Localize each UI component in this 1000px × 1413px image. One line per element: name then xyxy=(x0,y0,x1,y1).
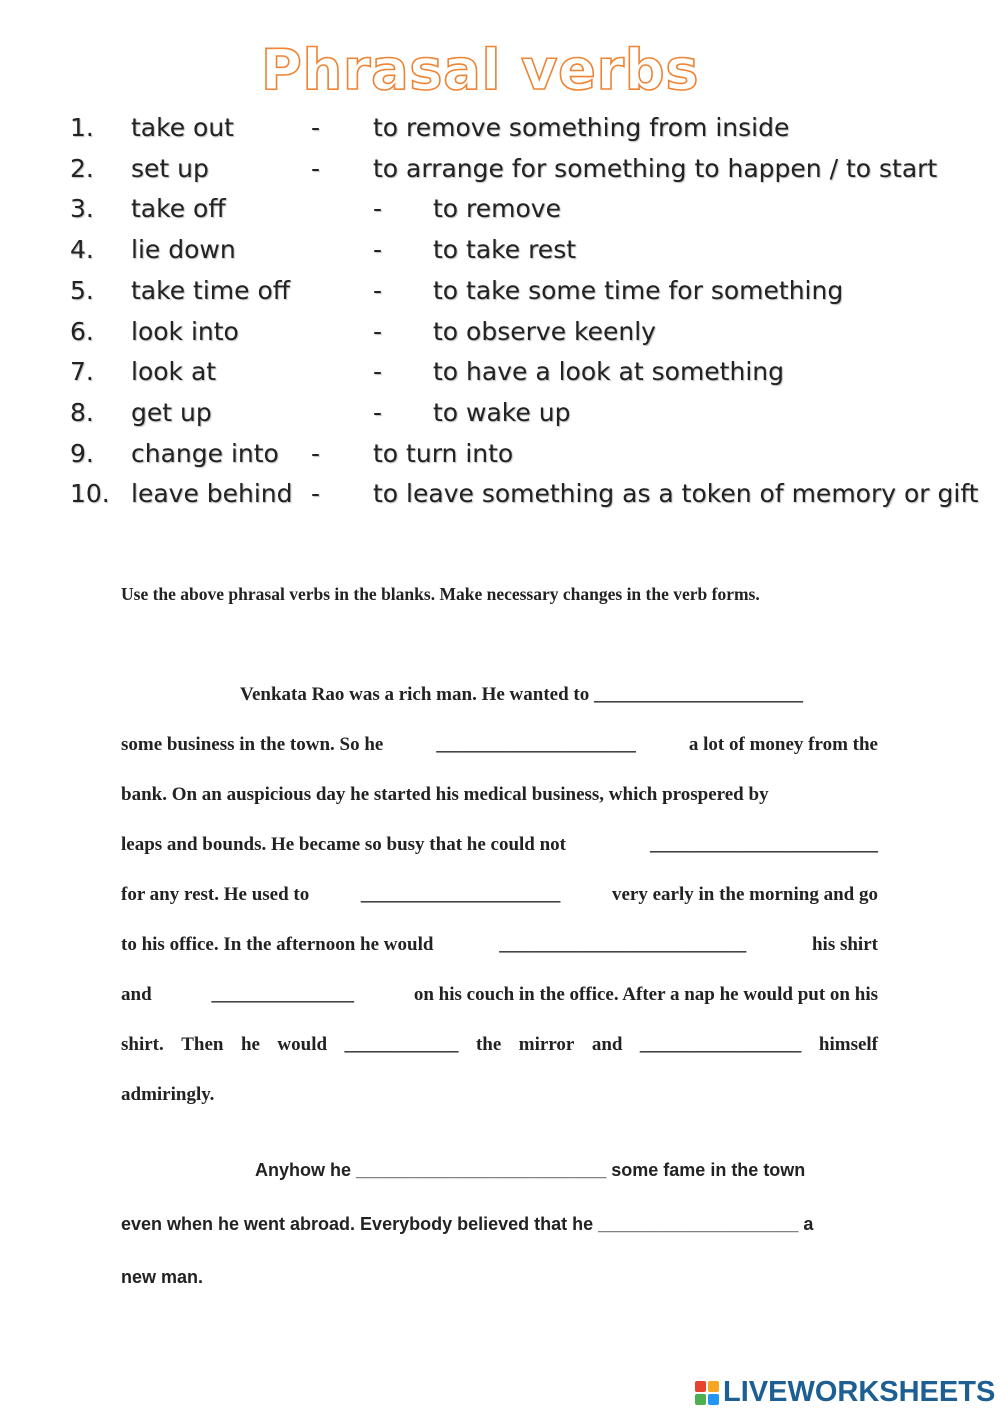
paragraph-line: Anyhow he _________________________ some fame in the town xyxy=(255,1160,806,1180)
verb-number: 5. xyxy=(70,275,94,305)
verb-number: 10. xyxy=(70,479,110,509)
verb-phrase: look into xyxy=(131,316,239,346)
answer-blank[interactable]: _________________ xyxy=(639,1034,802,1055)
verb-number: 1. xyxy=(70,113,94,142)
paragraph-line: leaps and bounds. He became so busy that he could not ________________________ xyxy=(121,834,878,855)
answer-blank[interactable]: _______________ xyxy=(211,984,354,1005)
paragraph-line: Venkata Rao was a rich man. He wanted to ______________________ xyxy=(240,684,803,705)
verb-row xyxy=(0,154,1000,194)
paragraph-line: even when he went abroad. Everybody believed that he ____________________ a xyxy=(121,1214,814,1234)
verb-phrase: get up xyxy=(131,397,212,427)
verb-dash: - xyxy=(373,397,383,427)
verb-number: 9. xyxy=(70,438,94,468)
answer-blank[interactable]: _____________________ xyxy=(436,734,636,755)
answer-blank[interactable]: ____________ xyxy=(344,1034,459,1055)
verb-row xyxy=(0,439,1000,479)
verb-number: 8. xyxy=(70,397,94,427)
answer-blank[interactable]: ________________________ xyxy=(650,834,878,855)
verb-row xyxy=(0,357,1000,397)
verb-dash: - xyxy=(373,316,383,346)
logo-square xyxy=(695,1394,706,1405)
logo-square xyxy=(695,1381,706,1392)
verb-dash: - xyxy=(311,479,321,509)
liveworksheets-logo xyxy=(695,1376,995,1409)
paragraph-line: bank. On an auspicious day he started his medical business, which prospered by xyxy=(121,784,769,805)
logo-text: LIVEWORKSHEETS xyxy=(723,1376,996,1408)
answer-blank[interactable]: _____________________ xyxy=(360,884,561,905)
verb-dash: - xyxy=(373,357,383,387)
verb-row xyxy=(0,235,1000,275)
verb-meaning: to have a look at something xyxy=(433,357,784,387)
paragraph-line: shirt. Then he would ____________ the mirror and _________________ himself xyxy=(121,1034,878,1055)
verb-dash: - xyxy=(373,235,383,265)
verb-meaning: to take rest xyxy=(433,235,577,265)
verb-dash: - xyxy=(373,275,383,305)
verb-row xyxy=(0,113,1000,153)
verb-phrase: look at xyxy=(131,357,217,387)
verb-dash: - xyxy=(311,438,321,468)
verb-row xyxy=(0,194,1000,234)
verb-phrase: take out xyxy=(131,113,234,142)
verb-meaning: to remove xyxy=(433,194,561,224)
verb-meaning: to observe keenly xyxy=(433,316,656,346)
verb-phrase: set up xyxy=(131,153,209,183)
verb-dash: - xyxy=(373,194,383,224)
paragraph-line: and _______________ on his couch in the office. After a nap he would put on his xyxy=(121,984,878,1005)
paragraph-line: some business in the town. So he _____________________ a lot of money from the xyxy=(121,734,878,755)
verb-phrase: lie down xyxy=(131,235,236,265)
paragraph-line: to his office. In the afternoon he would __________________________ his shirt xyxy=(121,934,878,955)
verb-row xyxy=(0,479,1000,519)
verb-dash: - xyxy=(311,153,321,183)
verb-phrase: take off xyxy=(131,194,226,224)
verb-phrase: change into xyxy=(131,438,279,468)
verb-meaning: to wake up xyxy=(433,397,571,427)
logo-icon xyxy=(695,1381,719,1405)
verb-row xyxy=(0,317,1000,357)
verb-meaning: to remove something from inside xyxy=(373,113,790,142)
verb-number: 2. xyxy=(70,153,94,183)
logo-square xyxy=(708,1394,719,1405)
verb-meaning: to arrange for something to happen / to start xyxy=(373,153,938,183)
verb-phrase: take time off xyxy=(131,275,290,305)
verb-meaning: to leave something as a token of memory or gift xyxy=(373,479,979,509)
verb-meaning: to turn into xyxy=(373,438,514,468)
verb-dash: - xyxy=(311,113,321,142)
paragraph-line: for any rest. He used to _____________________ very early in the morning and go xyxy=(121,884,878,905)
verb-number: 6. xyxy=(70,316,94,346)
verb-number: 4. xyxy=(70,235,94,265)
verb-number: 7. xyxy=(70,357,94,387)
verb-phrase: leave behind xyxy=(131,479,293,509)
verb-number: 3. xyxy=(70,194,94,224)
verb-row xyxy=(0,276,1000,316)
paragraph-line: new man. xyxy=(121,1267,204,1287)
instruction-text: Use the above phrasal verbs in the blanks. Make necessary changes in the verb forms. xyxy=(121,584,760,604)
verb-row xyxy=(0,398,1000,438)
verb-meaning: to take some time for something xyxy=(433,275,844,305)
paragraph-line: admiringly. xyxy=(121,1084,215,1105)
page-title: Phrasal verbs xyxy=(260,38,700,103)
answer-blank[interactable]: __________________________ xyxy=(499,934,747,955)
logo-square xyxy=(708,1381,719,1392)
